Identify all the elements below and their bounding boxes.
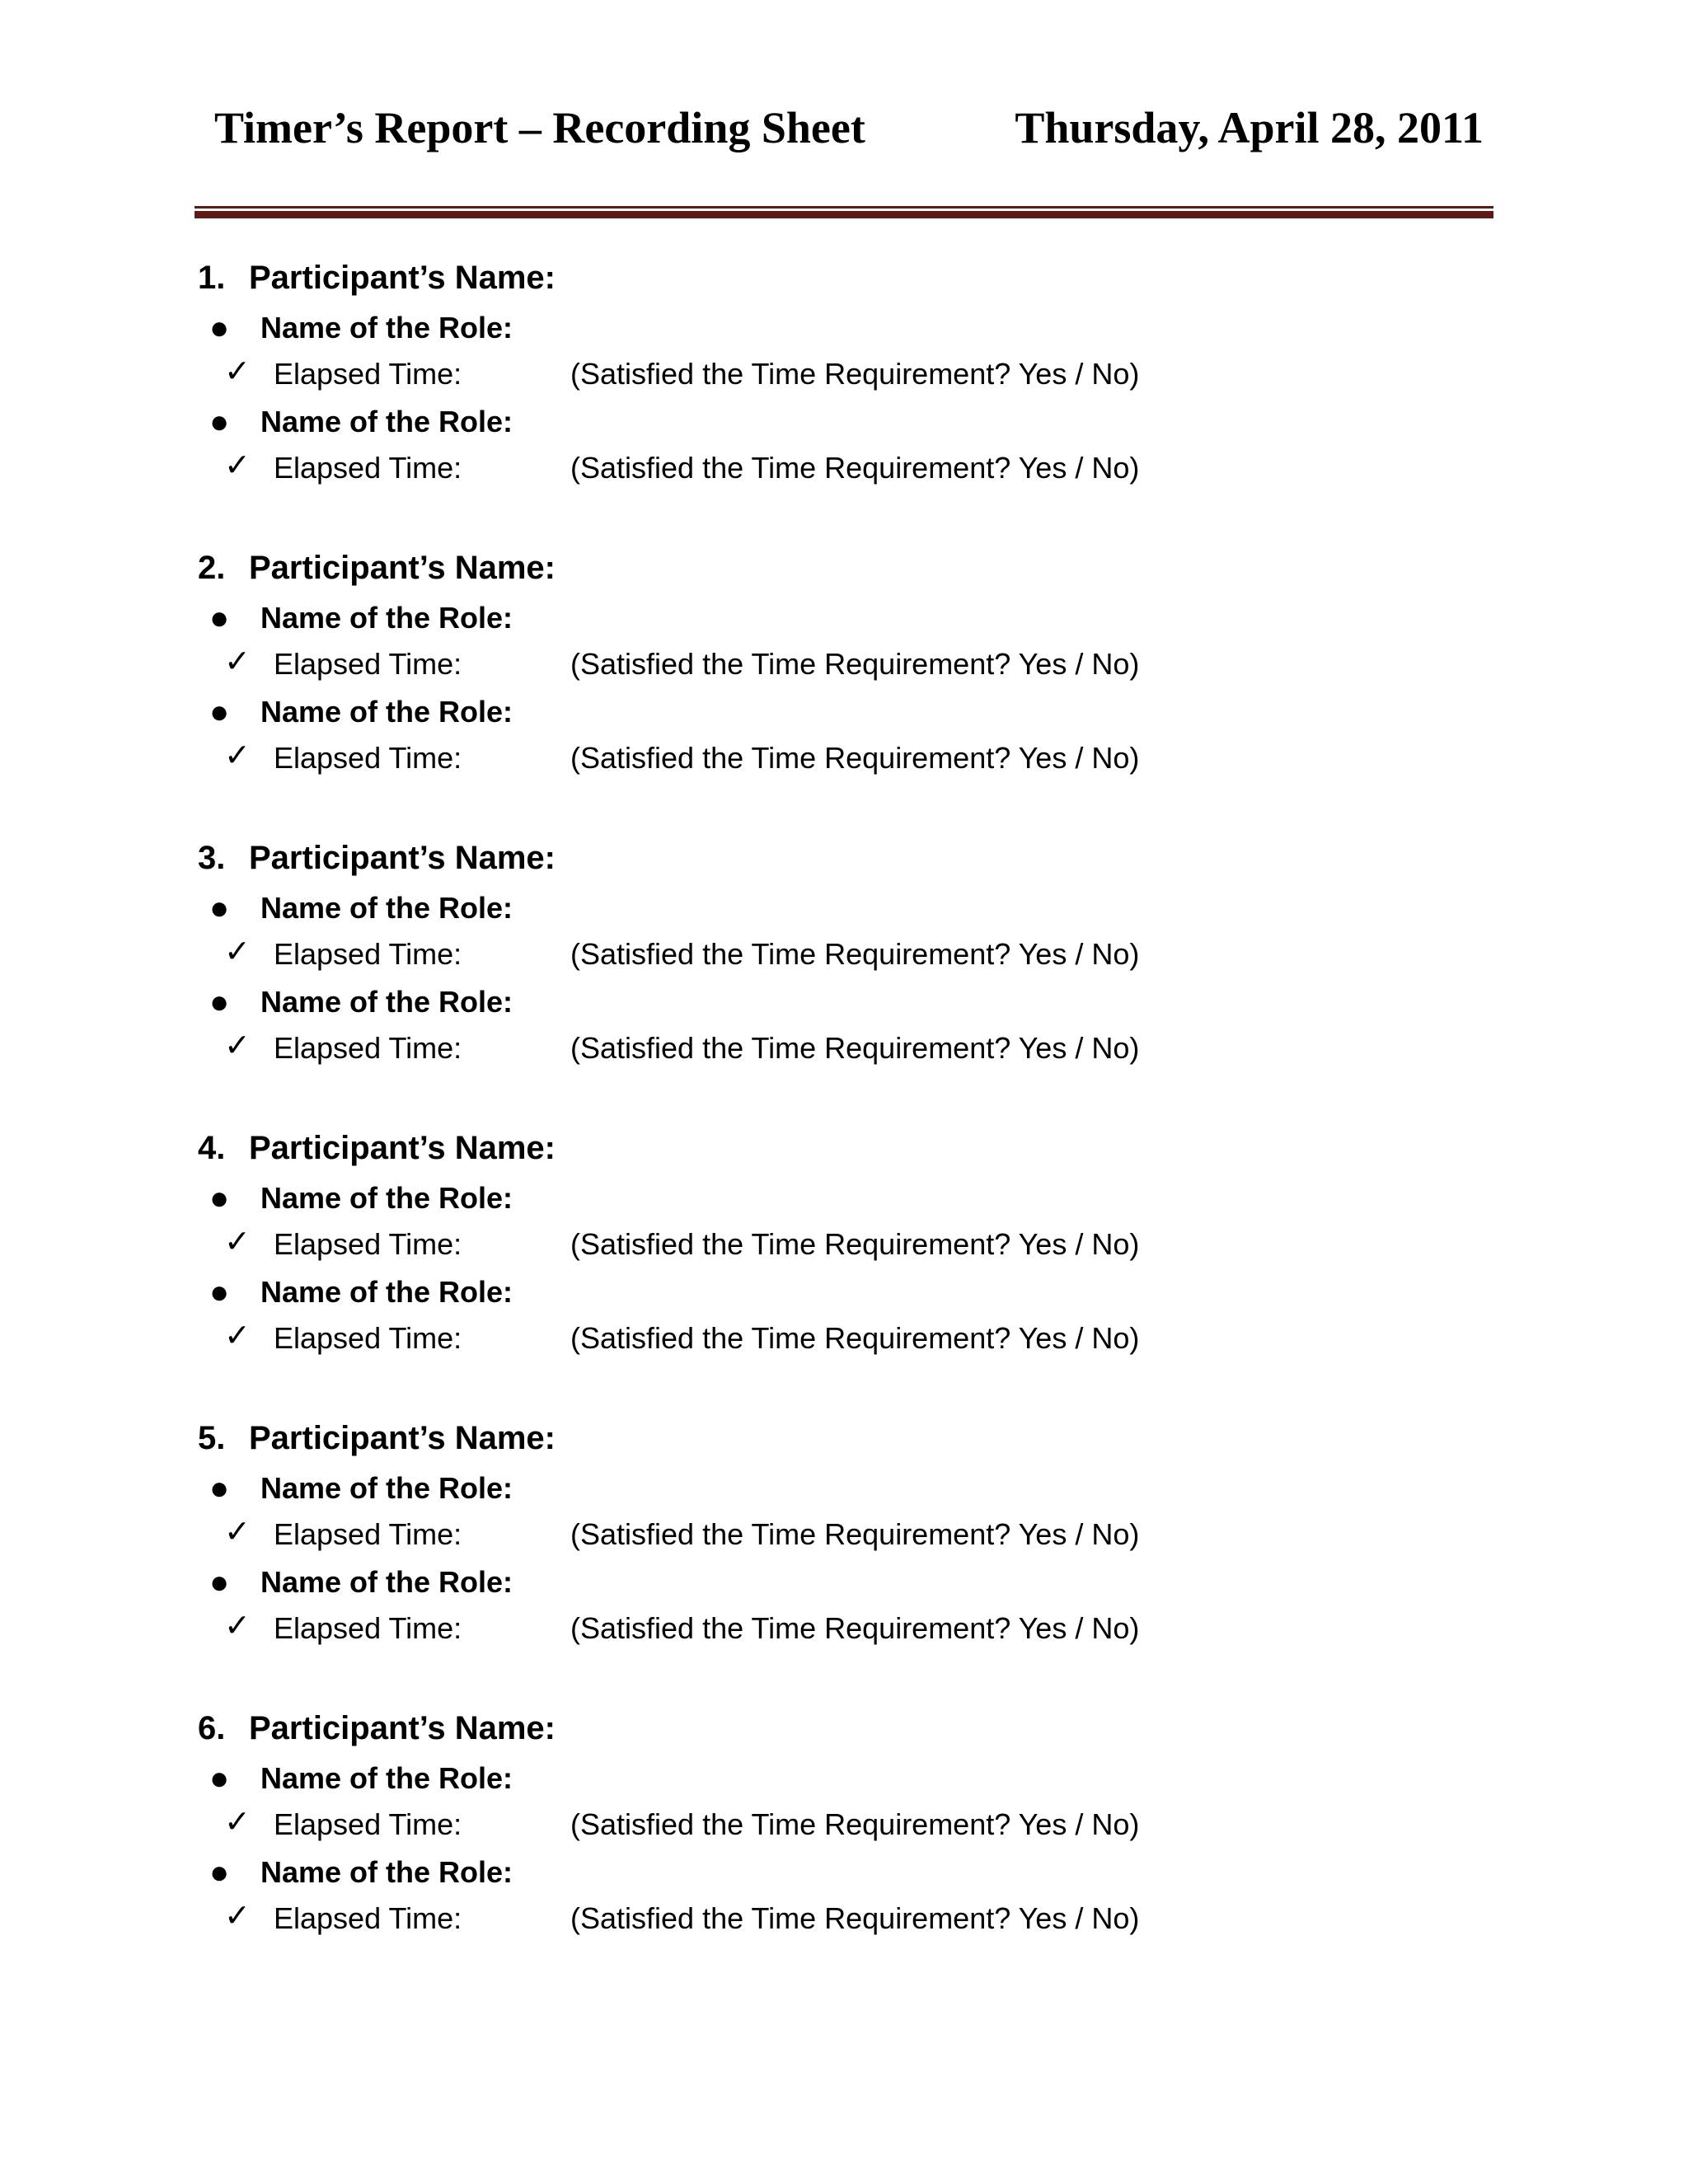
participant-name-label: Participant’s Name: bbox=[249, 1130, 556, 1166]
checkmark-icon: ✓ bbox=[224, 933, 251, 969]
bullet-icon: ● bbox=[209, 890, 230, 926]
time-requirement-question: (Satisfied the Time Requirement? Yes / No) bbox=[570, 647, 1140, 681]
bullet-icon: ● bbox=[209, 404, 230, 440]
bullet-icon: ● bbox=[209, 694, 230, 730]
participant-heading bbox=[198, 547, 556, 588]
checkmark-icon: ✓ bbox=[224, 1027, 251, 1063]
participant-name-label: Participant’s Name: bbox=[249, 1710, 556, 1746]
participant-number: 5. bbox=[198, 1420, 226, 1456]
elapsed-time-label: Elapsed Time: bbox=[274, 1227, 462, 1261]
role-label: Name of the Role: bbox=[260, 695, 513, 729]
participant-heading bbox=[198, 1127, 556, 1169]
elapsed-time-label: Elapsed Time: bbox=[274, 357, 462, 391]
participant-section bbox=[198, 537, 1517, 827]
time-requirement-question: (Satisfied the Time Requirement? Yes / No) bbox=[570, 741, 1140, 775]
checkmark-icon: ✓ bbox=[224, 1803, 251, 1840]
checkmark-icon: ✓ bbox=[224, 737, 251, 773]
elapsed-time-label: Elapsed Time: bbox=[274, 647, 462, 681]
role-label: Name of the Role: bbox=[260, 1565, 513, 1599]
role-label: Name of the Role: bbox=[260, 1855, 513, 1889]
time-requirement-question: (Satisfied the Time Requirement? Yes / No) bbox=[570, 1227, 1140, 1261]
participant-number: 3. bbox=[198, 840, 226, 876]
role-label: Name of the Role: bbox=[260, 311, 513, 344]
time-requirement-question: (Satisfied the Time Requirement? Yes / No) bbox=[570, 451, 1140, 485]
elapsed-time-label: Elapsed Time: bbox=[274, 937, 462, 971]
participant-heading bbox=[198, 1418, 556, 1459]
time-requirement-question: (Satisfied the Time Requirement? Yes / No) bbox=[570, 1031, 1140, 1065]
role-label: Name of the Role: bbox=[260, 985, 513, 1019]
checkmark-icon: ✓ bbox=[224, 643, 251, 679]
elapsed-time-label: Elapsed Time: bbox=[274, 1031, 462, 1065]
checkmark-icon: ✓ bbox=[224, 1223, 251, 1259]
checkmark-icon: ✓ bbox=[224, 447, 251, 483]
elapsed-time-label: Elapsed Time: bbox=[274, 1321, 462, 1355]
header-rule-thick bbox=[195, 211, 1493, 218]
checkmark-icon: ✓ bbox=[224, 1607, 251, 1643]
role-label: Name of the Role: bbox=[260, 1181, 513, 1215]
bullet-icon: ● bbox=[209, 1180, 230, 1216]
bullet-icon: ● bbox=[209, 1760, 230, 1797]
role-label: Name of the Role: bbox=[260, 1761, 513, 1795]
participant-heading bbox=[198, 837, 556, 879]
bullet-icon: ● bbox=[209, 1854, 230, 1891]
elapsed-time-label: Elapsed Time: bbox=[274, 1807, 462, 1841]
document-date: Thursday, April 28, 2011 bbox=[1015, 103, 1484, 152]
checkmark-icon: ✓ bbox=[224, 1317, 251, 1353]
time-requirement-question: (Satisfied the Time Requirement? Yes / No) bbox=[570, 1901, 1140, 1935]
header-rule-thin bbox=[195, 206, 1493, 209]
participant-section bbox=[198, 827, 1517, 1118]
time-requirement-question: (Satisfied the Time Requirement? Yes / No) bbox=[570, 1321, 1140, 1355]
participant-number: 2. bbox=[198, 550, 226, 586]
participant-list bbox=[198, 247, 1517, 1988]
participant-number: 6. bbox=[198, 1710, 226, 1746]
participant-name-label: Participant’s Name: bbox=[249, 550, 556, 586]
role-label: Name of the Role: bbox=[260, 601, 513, 635]
participant-section bbox=[198, 1408, 1517, 1698]
time-requirement-question: (Satisfied the Time Requirement? Yes / No) bbox=[570, 1807, 1140, 1841]
participant-name-label: Participant’s Name: bbox=[249, 1420, 556, 1456]
bullet-icon: ● bbox=[209, 1470, 230, 1507]
participant-number: 4. bbox=[198, 1130, 226, 1166]
participant-heading bbox=[198, 257, 556, 298]
elapsed-time-label: Elapsed Time: bbox=[274, 741, 462, 775]
document-title: Timer’s Report – Recording Sheet bbox=[214, 103, 865, 152]
checkmark-icon: ✓ bbox=[224, 353, 251, 389]
role-label: Name of the Role: bbox=[260, 1275, 513, 1309]
participant-name-label: Participant’s Name: bbox=[249, 260, 556, 296]
participant-number: 1. bbox=[198, 260, 226, 296]
time-requirement-question: (Satisfied the Time Requirement? Yes / No) bbox=[570, 1611, 1140, 1645]
role-label: Name of the Role: bbox=[260, 891, 513, 925]
elapsed-time-label: Elapsed Time: bbox=[274, 1517, 462, 1551]
time-requirement-question: (Satisfied the Time Requirement? Yes / No) bbox=[570, 1517, 1140, 1551]
time-requirement-question: (Satisfied the Time Requirement? Yes / No) bbox=[570, 937, 1140, 971]
participant-section bbox=[198, 1118, 1517, 1408]
checkmark-icon: ✓ bbox=[224, 1897, 251, 1933]
bullet-icon: ● bbox=[209, 310, 230, 346]
role-label: Name of the Role: bbox=[260, 405, 513, 438]
checkmark-icon: ✓ bbox=[224, 1513, 251, 1549]
elapsed-time-label: Elapsed Time: bbox=[274, 451, 462, 485]
participant-section bbox=[198, 1698, 1517, 1988]
elapsed-time-label: Elapsed Time: bbox=[274, 1611, 462, 1645]
participant-section bbox=[198, 247, 1517, 537]
bullet-icon: ● bbox=[209, 1564, 230, 1601]
role-label: Name of the Role: bbox=[260, 1471, 513, 1505]
participant-heading bbox=[198, 1708, 556, 1749]
elapsed-time-label: Elapsed Time: bbox=[274, 1901, 462, 1935]
time-requirement-question: (Satisfied the Time Requirement? Yes / No) bbox=[570, 357, 1140, 391]
bullet-icon: ● bbox=[209, 600, 230, 636]
bullet-icon: ● bbox=[209, 1274, 230, 1310]
bullet-icon: ● bbox=[209, 984, 230, 1020]
participant-name-label: Participant’s Name: bbox=[249, 840, 556, 876]
